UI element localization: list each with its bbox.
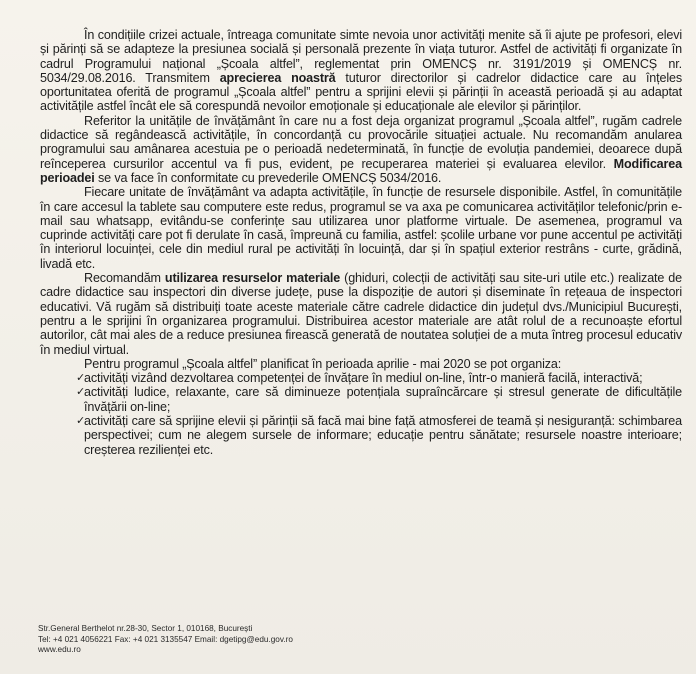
bold-period-change: Modificarea perioadei [40,156,682,185]
list-item: ✓ activități ludice, relaxante, care să diminueze potențiala supraîncărcare și stresul generate de dificultățile învățării on-line; [40,385,682,414]
list-item: ✓ activități care să sprijine elevii și părinții să facă mai bine față atmosferei de teamă și nesiguranță: schimbarea perspectivei; cum ne alegem sursele de informare; educație pentru sănătate; resursele noastre interioare; creșterea rezilienței etc. [40,414,682,457]
bold-material-resources: utilizarea resurselor materiale [164,271,341,286]
paragraph-adapt: Fiecare unitate de învățământ va adapta activitățile, în funcție de resursele disponibile. Astfel, în comunitățile în care accesul la tablete sau computere este redus, programul se va axa pe comunicarea activităților telefonic/prin e-mail sau whatsapp, evitându-se conferințe sau utilizarea unor platforme virtuale. De asemenea, programul va cuprinde activități care pot fi derulate în casă, împreună cu familia, astfel: școlile urbane vor pune accentul pe activități în interiorul locuinței, cele din mediul rural pe activități în locuință, dar și în spațiul exterior restrâns - curte, grădină, livadă etc. [40,185,682,271]
activity-list [40,371,682,457]
paragraph-intro: În condițiile crizei actuale, întreaga comunitate simte nevoia unor activități menite să îi ajute pe profesori, elevi și părinți să se adapteze la presiunea socială și personală prezente în viața tuturor. Astfel de activități fi organizate în cadrul Programului național „Școala altfel”, reglementat prin OMENCȘ nr. 3191/2019 și OMENCȘ nr. 5034/29.08.2016. Transmitem aprecierea noastră tuturor directorilor și cadrelor didactice care au înțeles oportunitatea oferită de programul „Școala altfel” pentru a sprijini elevii și părinții în această perioadă și au adaptat activitățile astfel încât ele să corespundă nevoilor emoționale și educaționale ale elevilor și părinților. [40,28,682,114]
paragraph-program: Pentru programul „Școala altfel” planificat în perioada aprilie - mai 2020 se pot organiza: [84,356,562,371]
footer-contact [38,624,293,656]
footer-phone-email: Tel: +4 021 4056221 Fax: +4 021 3135547 Email: dgetipg@edu.gov.ro [38,634,293,644]
footer-website: www.edu.ro [38,645,81,654]
paragraph-resources: Recomandăm utilizarea resurselor materiale (ghiduri, colecții de activități sau site-uri utile etc.) realizate de cadre didactice sau inspectori din diverse județe, puse la dispoziție de autori și diseminate în rețeaua de inspectori educativi. Vă rugăm să distribuiți toate aceste materiale către cadrele didactice din județul dvs./Municipiul București, pentru a le sprijini în organizarea programului. Distribuirea acestor materiale are atât rolul de a recunoaște efortul autorilor, cât mai ales de a reduce presiunea firească generată de noutatea soluției de a muta întreg procesul educativ în mediul virtual. [40,271,682,357]
paragraph-units: Referitor la unitățile de învățământ în care nu a fost deja organizat programul „Școala altfel”, rugăm cadrele didactice să regândească activitățile, în concordanță cu provocările situației actuale. Nu recomandăm anularea programului sau amânarea acestuia pe o perioadă nedeterminată, în funcție de evoluția pandemiei, deoarece după reînceperea cursurilor accentul va fi pus, evident, pe recuperarea materiei și evaluarea elevilor. Modificarea perioadei se va face în conformitate cu prevederile OMENCȘ 5034/2016. [40,113,682,185]
list-item: ✓ activități vizând dezvoltarea competenței de învățare în mediul on-line, într-o manieră facilă, interactivă; [40,371,682,385]
footer-address: Str.General Berthelot nr.28-30, Sector 1, 010168, București [38,624,253,633]
document-body [40,28,682,457]
bold-appreciation: aprecierea noastră [219,70,336,85]
